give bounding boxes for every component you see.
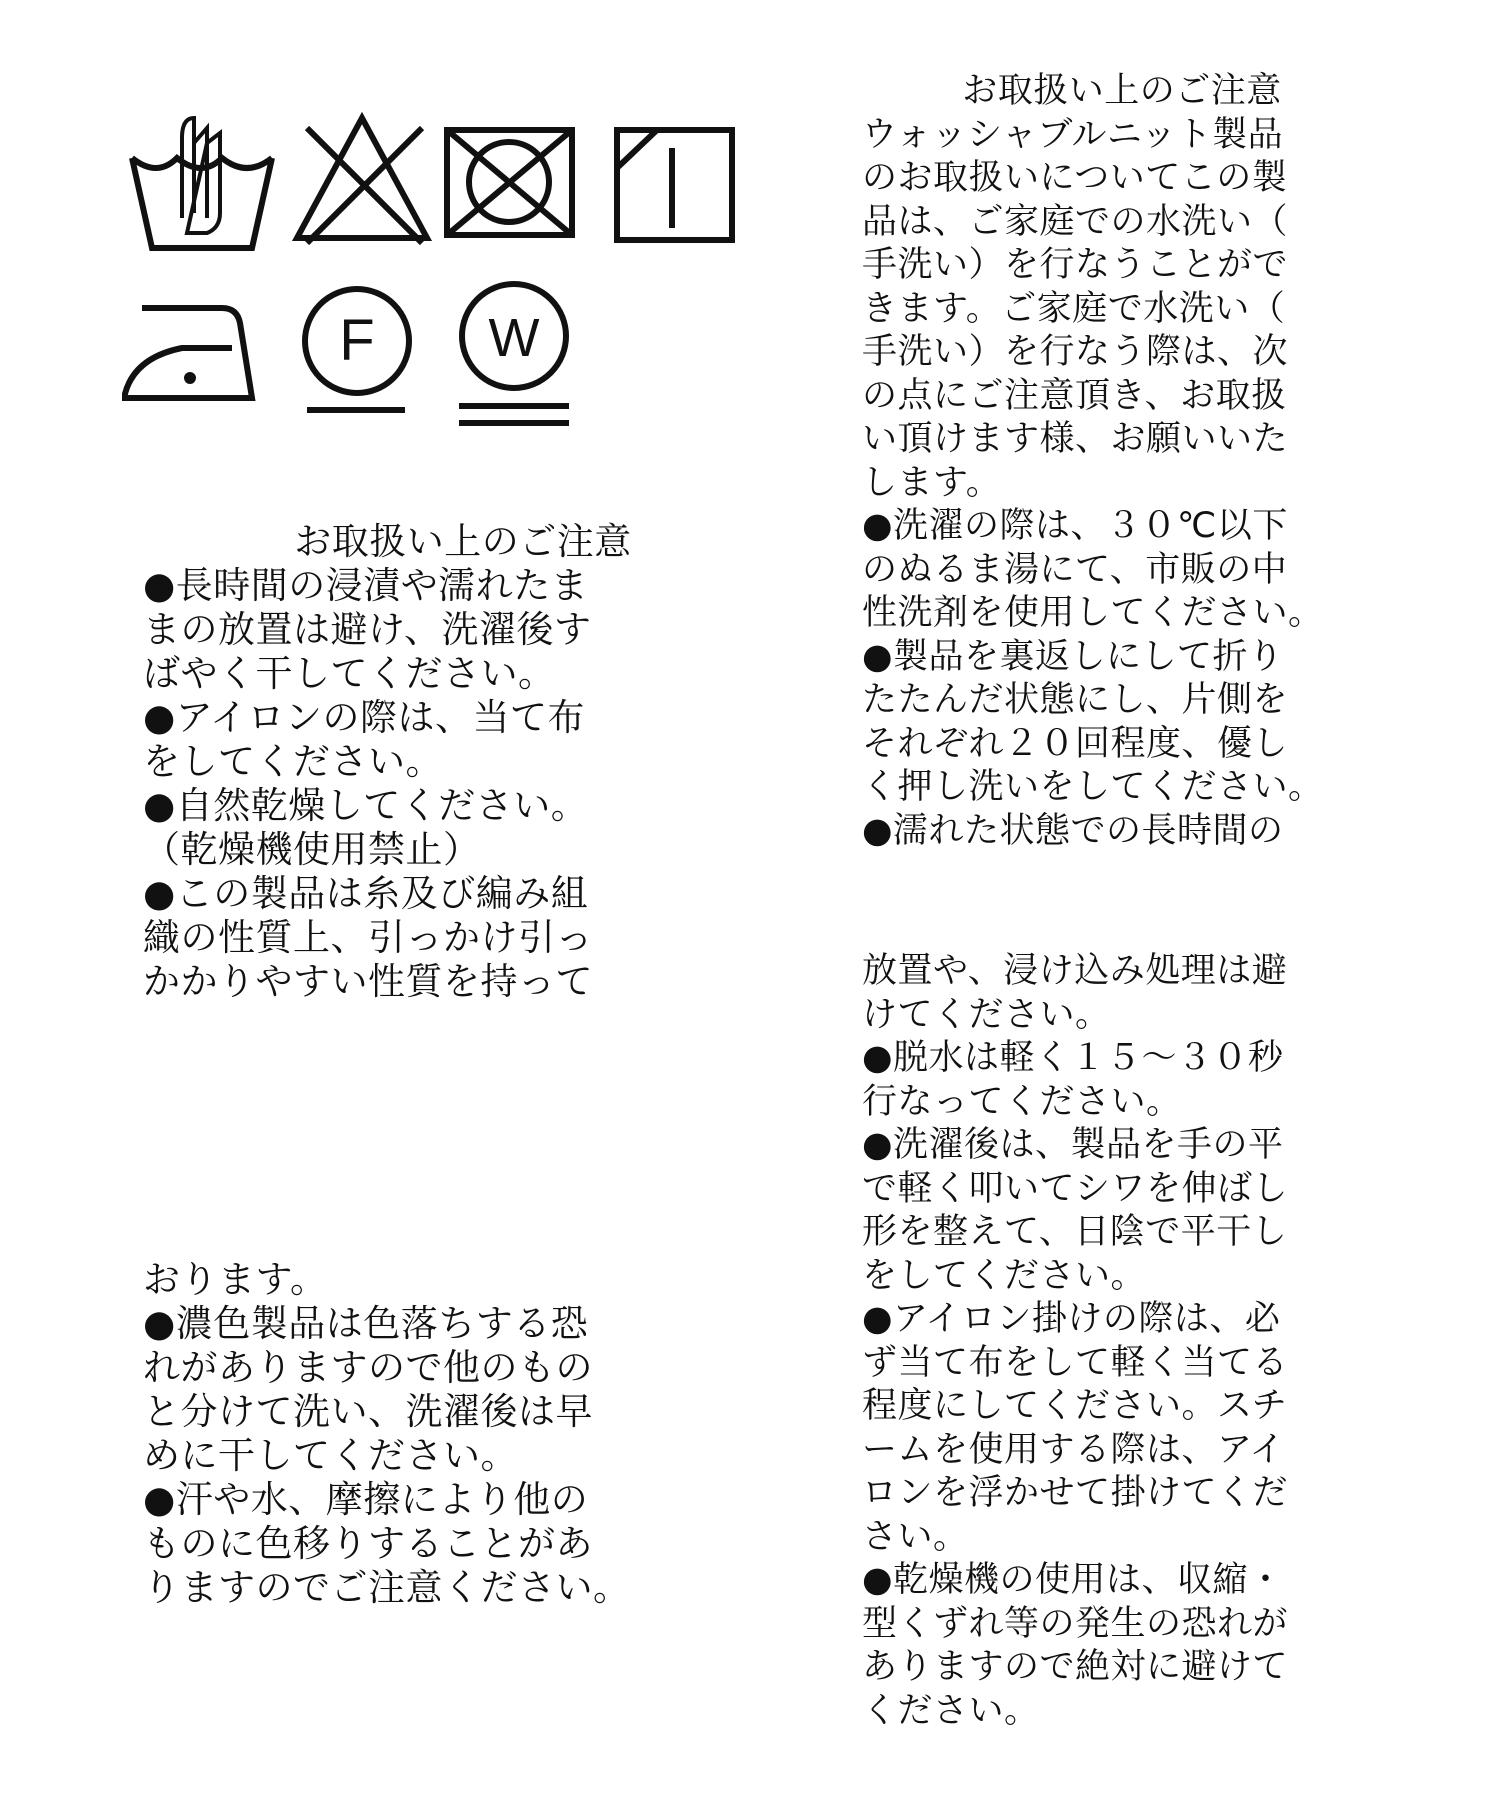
right-heading: お取扱い上のご注意 (962, 71, 1282, 111)
right-item: ●濡れた状態での長時間の (862, 810, 1284, 851)
right-item: ●乾燥機の使用は、収縮・ 型くずれ等の発生の恐れが ありますので絶対に避けて ください。 (862, 1560, 1289, 1731)
right-item: ●洗濯の際は、３０℃以下 のぬるま湯にて、市販の中 性洗剤を使用してください。 (862, 506, 1324, 633)
left-item: おります。 (143, 1258, 328, 1301)
left-item: ●この製品は糸及び編み組 織の性質上、引っかけ引っ かかりやすい性質を持って (143, 872, 593, 1003)
hand-wash-30-icon (132, 118, 272, 248)
left-item: ●濃色製品は色落ちする恐 れがありますので他のもの と分けて洗い、洗濯後は早 めに干してください。 (143, 1302, 593, 1477)
right-intro: ウォッシャブルニット製品 のお取扱いについてこの製 品は、ご家庭での水洗い（ 手洗い）を行なうことがで きます。ご家庭で水洗い（ 手洗い）を行なう際は、次 の点にご注意頂き、お取扱 い頂けます様、お願いいた します。 (862, 114, 1289, 503)
left-item: ●アイロンの際は、当て布 をしてください。 (143, 696, 585, 783)
right-item: ●アイロン掛けの際は、必 ず当て布をして軽く当てる 程度にしてください。スチ ームを使用する際は、アイ ロンを浮かせて掛けてくだ さい。 (862, 1299, 1289, 1557)
dry-clean-letter: F (339, 308, 375, 373)
left-item: ●汗や水、摩擦により他の ものに色移りすることがあ りますのでご注意ください。 (143, 1478, 631, 1609)
wet-clean-letter: W (488, 308, 540, 368)
left-item: ●自然乾燥してください。 （乾燥機使用禁止） (143, 784, 589, 871)
iron-low-temp-icon (124, 308, 252, 398)
right-column-part1 (862, 70, 1362, 853)
left-column-part1 (143, 520, 743, 1004)
right-item: ●製品を裏返しにして折り たたんだ状態にし、片側を それぞれ２０回程度、優し く押し洗いをしてください。 (862, 636, 1324, 807)
left-item: ●長時間の浸漬や濡れたま まの放置は避け、洗濯後す ばやく干してください。 (143, 564, 592, 695)
right-item: ●洗濯後は、製品を手の平 で軽く叩いてシワを伸ばし 形を整えて、日陰で平干し をしてください。 (862, 1125, 1289, 1296)
no-bleach-icon (297, 118, 427, 243)
no-tumble-dry-icon (447, 130, 572, 235)
right-item: ●脱水は軽く１５～３０秒 行なってください。 (862, 1038, 1284, 1122)
drip-dry-shade-icon (617, 130, 732, 240)
left-column-part2 (143, 1258, 743, 1610)
care-symbols-svg (122, 108, 742, 438)
care-symbols (122, 108, 742, 438)
left-heading: お取扱い上のご注意 (294, 520, 632, 563)
right-item: 放置や、浸け込み処理は避 けてください。 (862, 951, 1288, 1035)
right-column-part2 (862, 950, 1362, 1733)
